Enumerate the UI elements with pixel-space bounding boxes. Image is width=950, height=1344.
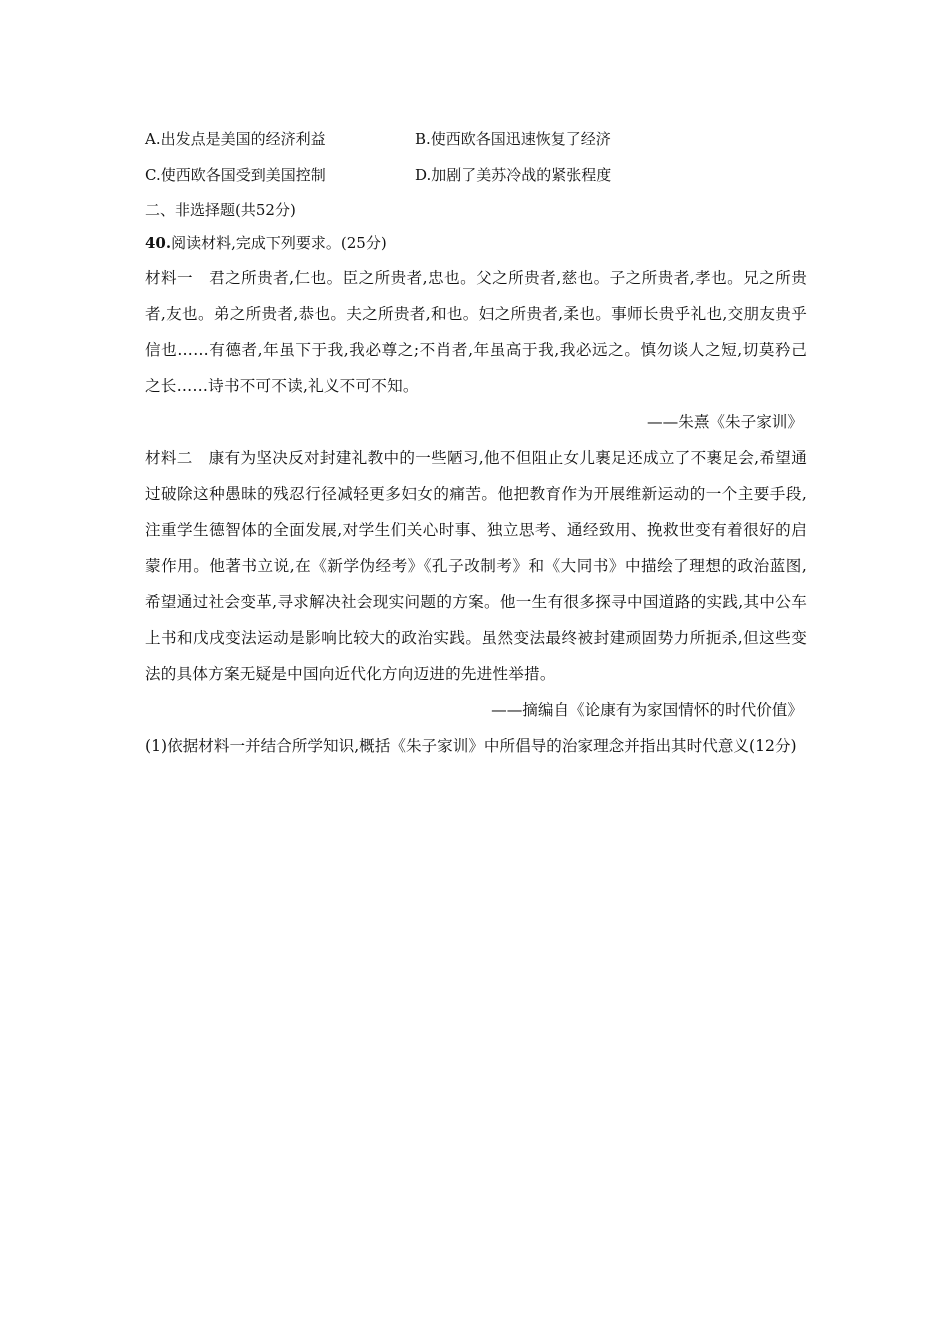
option-a: A.出发点是美国的经济利益 — [145, 129, 326, 148]
section-title: 二、非选择题(共52分) — [145, 201, 296, 219]
answer-options — [145, 120, 807, 192]
option-c: C.使西欧各国受到美国控制 — [145, 165, 326, 184]
options-row-2 — [145, 156, 807, 192]
material-2-text: 康有为坚决反对封建礼教中的一些陋习,他不但阻止女儿裹足还成立了不裹足会,希望通过破除这种愚昧的残忍行径减轻更多妇女的痛苦。他把教育作为开展维新运动的一个主要手段,注重学生德智体的全面发展,对学生们关心时事、独立思考、通经致用、挽救世变有着很好的启蒙作用。他著书立说,在《新学伪经考》《孔子改制考》和《大同书》中描绘了理想的政治蓝图,希望通过社会变革,寻求解决社会现实问题的方案。他一生有很多探寻中国道路的实践,其中公车上书和戊戌变法运动是影响比较大的政治实践。虽然变法最终被封建顽固势力所扼杀,但这些变法的具体方案无疑是中国向近代化方向迈进的先进性举措。 — [145, 449, 807, 683]
material-2-source: ——摘编自《论康有为家国情怀的时代价值》 — [491, 701, 803, 719]
material-1-label: 材料一 — [145, 269, 194, 287]
material-1-text: 君之所贵者,仁也。臣之所贵者,忠也。父之所贵者,慈也。子之所贵者,孝也。兄之所贵者,友也。弟之所贵者,恭也。夫之所贵者,和也。妇之所贵者,柔也。事师长贵乎礼也,交朋友贵乎信也……有德者,年虽下于我,我必尊之;不肖者,年虽高于我,我必远之。慎勿谈人之短,切莫矜己之长……诗书不可不读,礼义不可不知。 — [145, 269, 807, 395]
material-1 — [145, 260, 807, 404]
material-1-source: ——朱熹《朱子家训》 — [647, 413, 803, 431]
exam-page — [145, 120, 807, 764]
options-row-1 — [145, 120, 807, 156]
question-40-heading — [145, 226, 807, 260]
question-instruction: 阅读材料,完成下列要求。(25分) — [171, 234, 387, 252]
option-b: B.使西欧各国迅速恢复了经济 — [415, 129, 611, 148]
sub-question-1: (1)依据材料一并结合所学知识,概括《朱子家训》中所倡导的治家理念并指出其时代意义(12分) — [145, 737, 797, 755]
question-number: 40. — [145, 234, 172, 252]
material-2 — [145, 440, 807, 692]
material-2-label: 材料二 — [145, 449, 193, 467]
option-d: D.加剧了美苏冷战的紧张程度 — [415, 165, 612, 184]
